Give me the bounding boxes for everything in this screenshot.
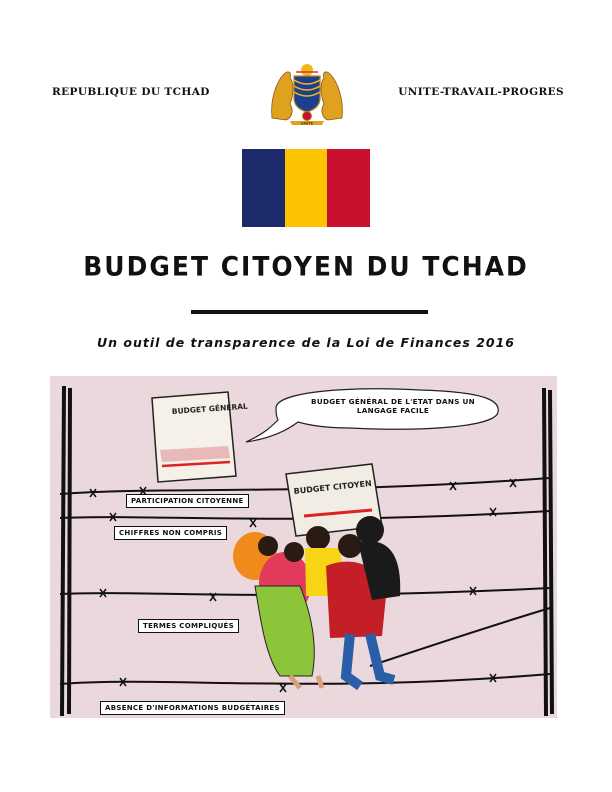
flag-stripe-blue — [242, 149, 285, 227]
speech-bubble-text: BUDGET GÉNÉRAL DE L'ETAT DANS UN LANGAGE FACILE — [311, 397, 475, 415]
sign-chiffres-non-compris: CHIFFRES NON COMPRIS — [114, 526, 227, 540]
budget-general-book-title: BUDGET GÉNÉRAL — [171, 401, 249, 416]
flag-stripe-yellow — [285, 149, 328, 227]
page-title: BUDGET CITOYEN DU TCHAD — [83, 251, 529, 282]
sign-termes-compliques: TERMES COMPLIQUÉS — [138, 619, 239, 633]
budget-citoyen-book-title: BUDGET CITOYEN — [293, 478, 373, 496]
coat-of-arms-ribbon: UNITE — [300, 121, 314, 126]
coat-of-arms-icon — [268, 60, 346, 126]
chad-flag — [242, 149, 370, 227]
sign-absence-informations: ABSENCE D'INFORMATIONS BUDGÉTAIRES — [100, 701, 285, 715]
republic-name: REPUBLIQUE DU TCHAD — [52, 86, 210, 98]
cover-illustration — [50, 376, 557, 718]
page-subtitle: Un outil de transparence de la Loi de Finances 2016 — [97, 335, 515, 350]
sign-participation-citoyenne: PARTICIPATION CITOYENNE — [126, 494, 249, 508]
flag-stripe-red — [327, 149, 370, 227]
title-divider — [191, 310, 428, 314]
budget-general-book — [152, 392, 248, 482]
crowd-of-citizens — [233, 516, 400, 688]
national-motto: UNITE-TRAVAIL-PROGRES — [398, 86, 564, 98]
